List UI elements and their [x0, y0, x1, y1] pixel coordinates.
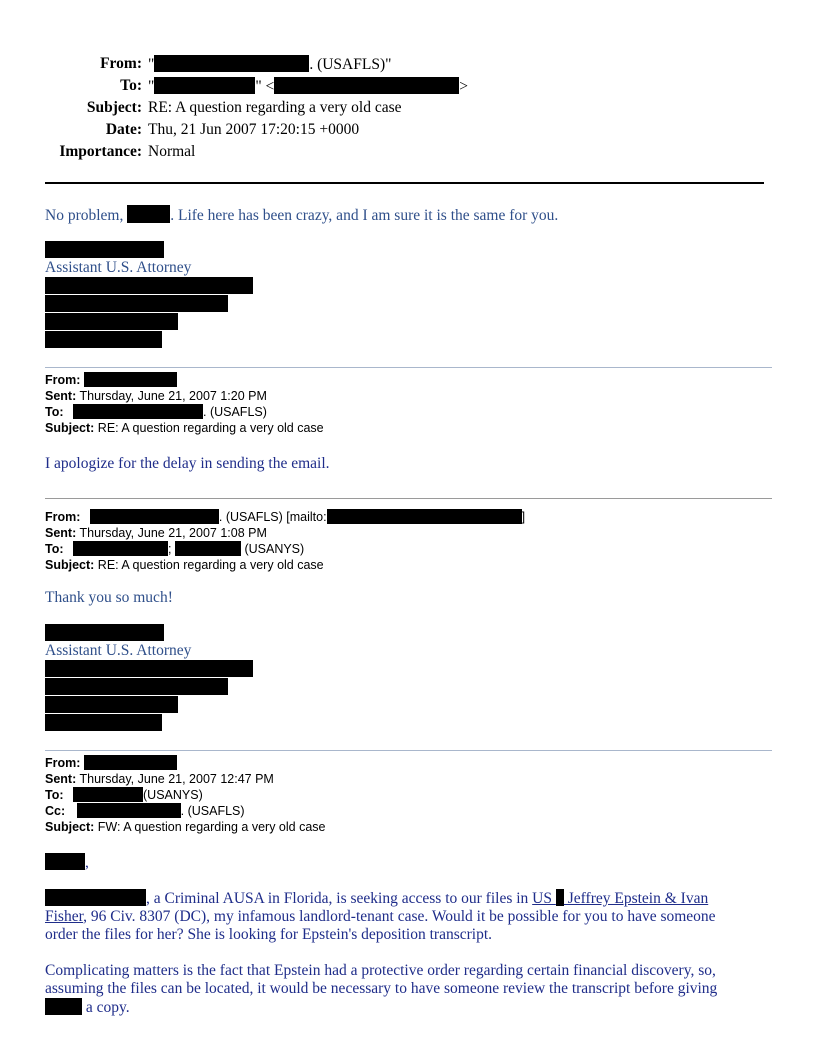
subject-label: Subject:	[86, 99, 142, 116]
divider	[45, 498, 772, 499]
to-value: " " < >	[148, 78, 469, 95]
redaction	[175, 541, 241, 556]
msg4-to: To: (USANYS)	[45, 788, 203, 802]
msg4-sent: Sent: Thursday, June 21, 2007 12:47 PM	[45, 772, 274, 786]
msg3-header	[45, 509, 525, 573]
redaction	[154, 55, 309, 72]
signature-title: Assistant U.S. Attorney	[45, 259, 192, 276]
redaction	[45, 853, 85, 870]
redaction	[45, 660, 253, 677]
msg1-body: No problem, . Life here has been crazy, and I am sure it is the same for you.	[45, 207, 559, 224]
signature-title: Assistant U.S. Attorney	[45, 642, 192, 659]
msg2-to: To: . (USAFLS)	[45, 405, 267, 419]
redaction	[45, 678, 228, 695]
msg2-from: From:	[45, 372, 324, 388]
date-label: Date:	[105, 121, 142, 138]
redaction	[154, 77, 255, 94]
msg4-subject: Subject: FW: A question regarding a very old case	[45, 820, 326, 834]
msg3-from: From: . (USAFLS) [mailto: ]	[45, 510, 526, 524]
redaction	[45, 998, 82, 1015]
msg4-salutation: ,	[45, 853, 89, 872]
msg3-subject: Subject: RE: A question regarding a very old case	[45, 558, 324, 572]
redaction	[84, 372, 177, 387]
redaction	[127, 205, 170, 223]
redaction	[45, 696, 178, 713]
redaction	[73, 787, 143, 802]
msg2-body: I apologize for the delay in sending the email.	[45, 455, 330, 472]
importance-label: Importance:	[59, 143, 142, 160]
msg3-body: Thank you so much!	[45, 589, 173, 606]
redaction	[45, 295, 228, 312]
redaction	[77, 803, 181, 818]
redaction	[45, 889, 146, 906]
header-divider	[45, 182, 764, 184]
redaction	[73, 541, 168, 556]
redaction	[45, 277, 253, 294]
redaction	[45, 714, 162, 731]
case-link-continued[interactable]: Fisher	[45, 908, 84, 925]
msg2-sent: Sent: Thursday, June 21, 2007 1:20 PM	[45, 389, 267, 403]
msg4-header	[45, 755, 325, 835]
msg2-subject: Subject: RE: A question regarding a very old case	[45, 421, 324, 435]
redaction	[84, 755, 177, 770]
divider	[45, 750, 772, 751]
redaction	[45, 331, 162, 348]
divider	[45, 367, 772, 368]
importance-value: Normal	[148, 143, 196, 160]
redaction	[274, 77, 459, 94]
msg3-sent: Sent: Thursday, June 21, 2007 1:08 PM	[45, 526, 267, 540]
from-value: " . (USAFLS)"	[148, 56, 392, 73]
redaction	[327, 509, 522, 524]
redaction	[556, 889, 564, 906]
subject-value: RE: A question regarding a very old case	[148, 99, 402, 116]
date-value: Thu, 21 Jun 2007 17:20:15 +0000	[148, 121, 360, 138]
msg2-header	[45, 372, 324, 436]
msg4-from: From:	[45, 755, 325, 771]
redaction	[45, 313, 178, 330]
redaction	[73, 404, 203, 419]
to-label: To:	[120, 77, 142, 94]
case-link[interactable]: US Jeffrey Epstein & Ivan	[532, 890, 709, 907]
redaction	[45, 241, 164, 258]
redaction	[90, 509, 219, 524]
from-label: From:	[100, 55, 142, 72]
redaction	[45, 624, 164, 641]
msg4-paragraph-2: Complicating matters is the fact that Epstein had a protective order regarding certain financial discovery, so, assuming the files can be located, it would be necessary to have someone review the transcript before giving a copy.	[45, 962, 718, 1016]
msg4-paragraph-1: , a Criminal AUSA in Florida, is seeking access to our files in US Jeffrey Epstein & Ivan Fisher, 96 Civ. 8307 (DC), my infamous landlord-tenant case. Would it be possible for you to have someone order the files for her? She is looking for Epstein's deposition transcript.	[45, 890, 716, 943]
msg4-cc: Cc: . (USAFLS)	[45, 804, 245, 818]
msg3-to: To: ; (USANYS)	[45, 542, 305, 556]
